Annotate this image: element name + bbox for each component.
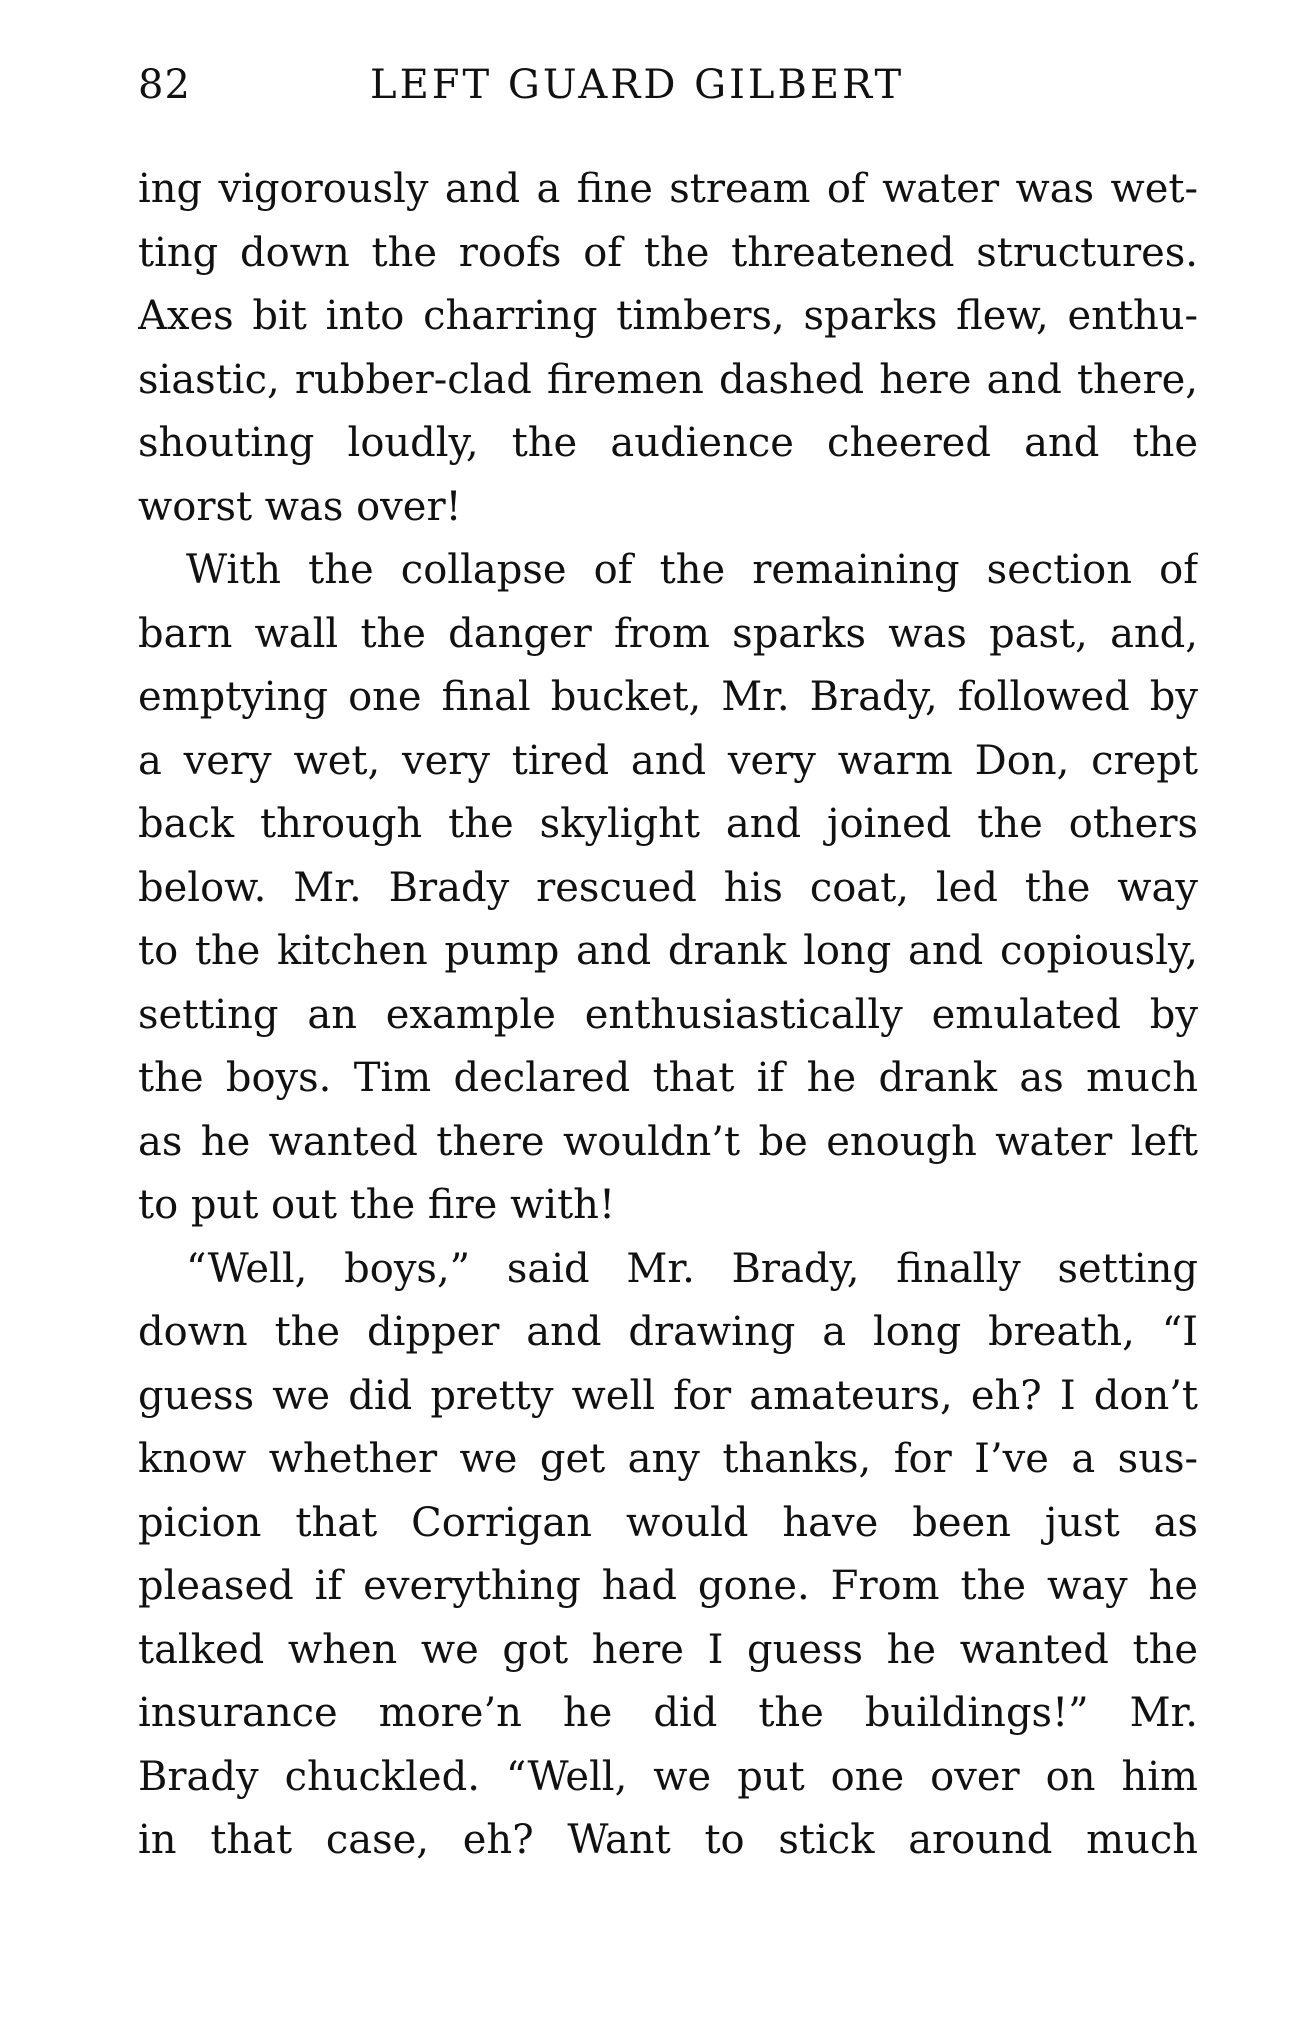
page-header <box>138 62 1198 122</box>
text-line: insurance more’n he did the buildings!” Mr. <box>138 1690 1198 1736</box>
text-line: a very wet, very tired and very warm Don, crept <box>138 737 1198 784</box>
text-line: Axes bit into charring timbers, sparks flew, enthu- <box>138 293 1198 339</box>
text-line: to the kitchen pump and drank long and copiously, <box>138 928 1198 974</box>
text-line: guess we did pretty well for amateurs, eh? I don’t <box>138 1372 1198 1419</box>
text-line: emptying one final bucket, Mr. Brady, followed by <box>138 674 1198 720</box>
text-line: as he wanted there wouldn’t be enough water left <box>138 1118 1198 1165</box>
text-line: know whether we get any thanks, for I’ve a sus- <box>138 1436 1198 1482</box>
body-text <box>138 158 1198 1873</box>
text-line: pleased if everything had gone. From the way he <box>138 1563 1198 1609</box>
text-line: siastic, rubber-clad firemen dashed here and there, <box>138 356 1198 403</box>
text-line: barn wall the danger from sparks was past, and, <box>138 610 1198 657</box>
text-line: below. Mr. Brady rescued his coat, led the way <box>138 864 1198 911</box>
text-line: ing vigorously and a fine stream of water was wet- <box>138 166 1198 212</box>
text-line: shouting loudly, the audience cheered and the <box>138 420 1198 466</box>
text-line: Brady chuckled. “Well, we put one over on him <box>138 1753 1198 1800</box>
page-number: 82 <box>138 62 191 108</box>
text-line: With the collapse of the remaining section of <box>186 547 1198 593</box>
text-line: in that case, eh? Want to stick around much <box>138 1817 1198 1863</box>
text-line: the boys. Tim declared that if he drank as much <box>138 1055 1198 1101</box>
text-line: “Well, boys,” said Mr. Brady, finally setting <box>186 1245 1198 1292</box>
text-line: talked when we got here I guess he wanted the <box>138 1626 1198 1673</box>
text-line: picion that Corrigan would have been just as <box>138 1499 1198 1546</box>
text-line: ting down the roofs of the threatened structures. <box>138 229 1198 276</box>
text-line: worst was over! <box>138 483 462 530</box>
running-title: LEFT GUARD GILBERT <box>370 62 905 108</box>
text-line: setting an example enthusiastically emulated by <box>138 991 1198 1038</box>
text-line: down the dipper and drawing a long breath, “I <box>138 1309 1198 1355</box>
text-line: to put out the fire with! <box>138 1182 616 1228</box>
text-line: back through the skylight and joined the others <box>138 801 1198 847</box>
